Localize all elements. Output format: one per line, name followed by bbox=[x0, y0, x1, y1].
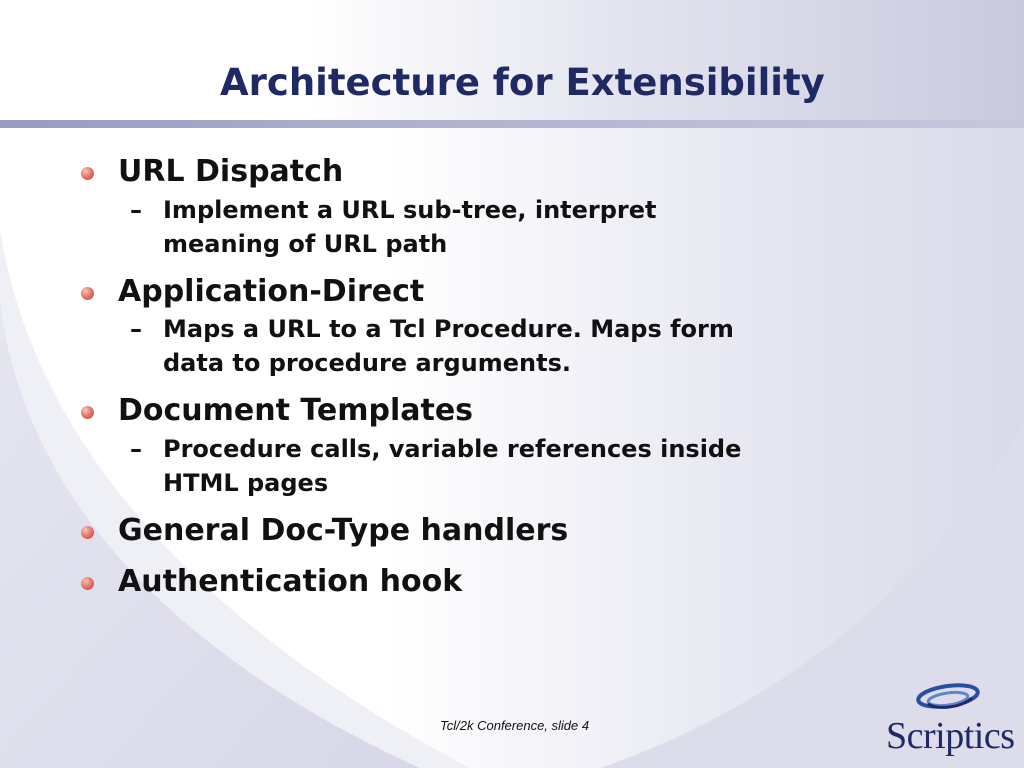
sub-bullet-line: data to procedure arguments. bbox=[163, 349, 571, 377]
sub-bullet-line: meaning of URL path bbox=[163, 230, 448, 258]
sub-bullet-dash-icon: – bbox=[130, 315, 142, 343]
sub-bullet-line: Implement a URL sub-tree, interpret bbox=[163, 196, 657, 224]
sub-bullet-line: Maps a URL to a Tcl Procedure. Maps form bbox=[163, 315, 734, 343]
bullet-url-dispatch: URL Dispatch bbox=[118, 154, 344, 189]
bullet-document-templates: Document Templates bbox=[118, 393, 474, 428]
bullet-general-doc-type-handlers: General Doc-Type handlers bbox=[118, 513, 569, 548]
slide-title: Architecture for Extensibility bbox=[220, 61, 825, 104]
sub-bullet-dash-icon: – bbox=[130, 435, 142, 463]
sub-bullet-line: HTML pages bbox=[163, 469, 329, 497]
slide-footer: Tcl/2k Conference, slide 4 bbox=[440, 718, 590, 733]
bullet-icon bbox=[81, 287, 94, 300]
sub-bullet-line: Procedure calls, variable references inside bbox=[163, 435, 742, 463]
bullet-application-direct: Application-Direct bbox=[118, 274, 425, 309]
scriptics-wordmark: Scriptics bbox=[886, 715, 1015, 757]
sub-bullet-dash-icon: – bbox=[130, 196, 142, 224]
bullet-icon bbox=[81, 577, 94, 590]
scriptics-swirl-icon bbox=[914, 680, 982, 716]
bullet-authentication-hook: Authentication hook bbox=[118, 564, 463, 599]
scriptics-logo bbox=[884, 680, 1015, 760]
bullet-icon bbox=[81, 167, 94, 180]
bullet-icon bbox=[81, 526, 94, 539]
bullet-icon bbox=[81, 406, 94, 419]
